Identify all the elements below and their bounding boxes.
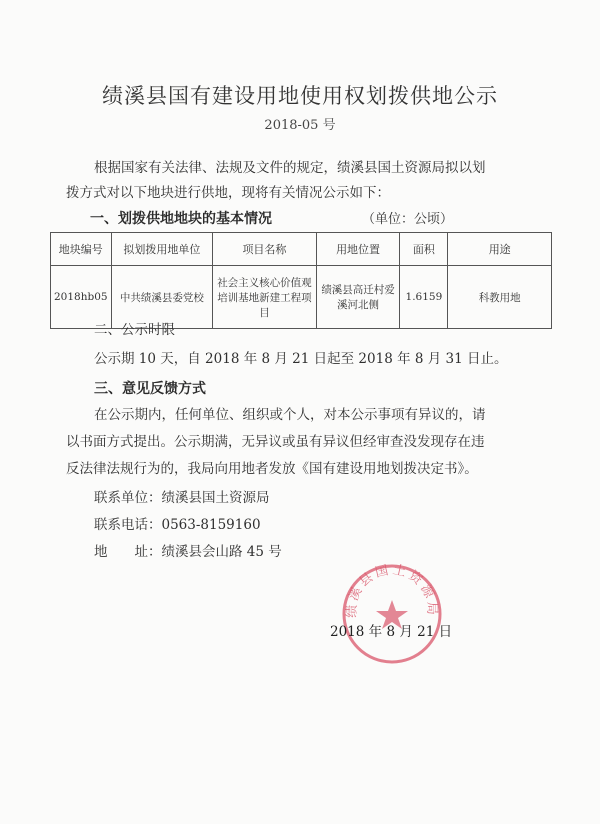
seal-lettering: 绩溪县国土资源局	[344, 562, 440, 618]
section3-heading: 三、意见反馈方式	[94, 381, 206, 397]
land-parcel-table	[50, 232, 552, 329]
table-header-row	[51, 233, 552, 266]
cell-land-unit: 中共绩溪县委党校	[111, 266, 213, 329]
cell-use: 科教用地	[448, 266, 552, 329]
section2-text: 公示期 10 天，自 2018 年 8 月 21 日起至 2018 年 8 月 31 日止。	[94, 351, 508, 367]
header-project-name: 项目名称	[213, 233, 317, 266]
official-seal	[340, 562, 444, 666]
header-parcel-id: 地块编号	[51, 233, 112, 266]
section2-heading: 二、公示时限	[94, 322, 175, 338]
cell-location: 绩溪县高迁村爱溪河北侧	[316, 266, 400, 329]
area-unit-label: （单位：公顷）	[362, 212, 454, 227]
signature-date: 2018 年 8 月 21 日	[330, 624, 453, 640]
page-title: 绩溪县国有建设用地使用权划拨供地公示	[102, 84, 498, 108]
contact-address: 地 址：绩溪县会山路 45 号	[94, 544, 282, 560]
header-use: 用途	[448, 233, 552, 266]
cell-project-name: 社会主义核心价值观培训基地新建工程项目	[213, 266, 317, 329]
header-area: 面积	[400, 233, 448, 266]
header-location: 用地位置	[316, 233, 400, 266]
section1-heading: 一、划拨供地地块的基本情况	[90, 211, 272, 227]
cell-area: 1.6159	[400, 266, 448, 329]
seal-icon	[340, 562, 444, 666]
intro-line-2: 拨方式对以下地块进行供地，现将有关情况公示如下：	[66, 185, 390, 201]
contact-unit: 联系单位：绩溪县国土资源局	[94, 490, 270, 506]
intro-line-1: 根据国家有关法律、法规及文件的规定，绩溪县国土资源局拟以划	[94, 160, 486, 176]
header-land-unit: 拟划拨用地单位	[111, 233, 213, 266]
contact-phone: 联系电话：0563-8159160	[94, 517, 261, 533]
section3-line-3: 反法律法规行为的，我局向用地者发放《国有建设用地划拨决定书》。	[66, 461, 478, 477]
document-number: 2018-05 号	[264, 118, 336, 133]
section3-line-2: 以书面方式提出。公示期满，无异议或虽有异议但经审查没发现存在违	[66, 434, 485, 450]
section3-line-1: 在公示期内，任何单位、组织或个人，对本公示事项有异议的，请	[94, 407, 486, 423]
cell-parcel-id: 2018hb05	[51, 266, 112, 329]
